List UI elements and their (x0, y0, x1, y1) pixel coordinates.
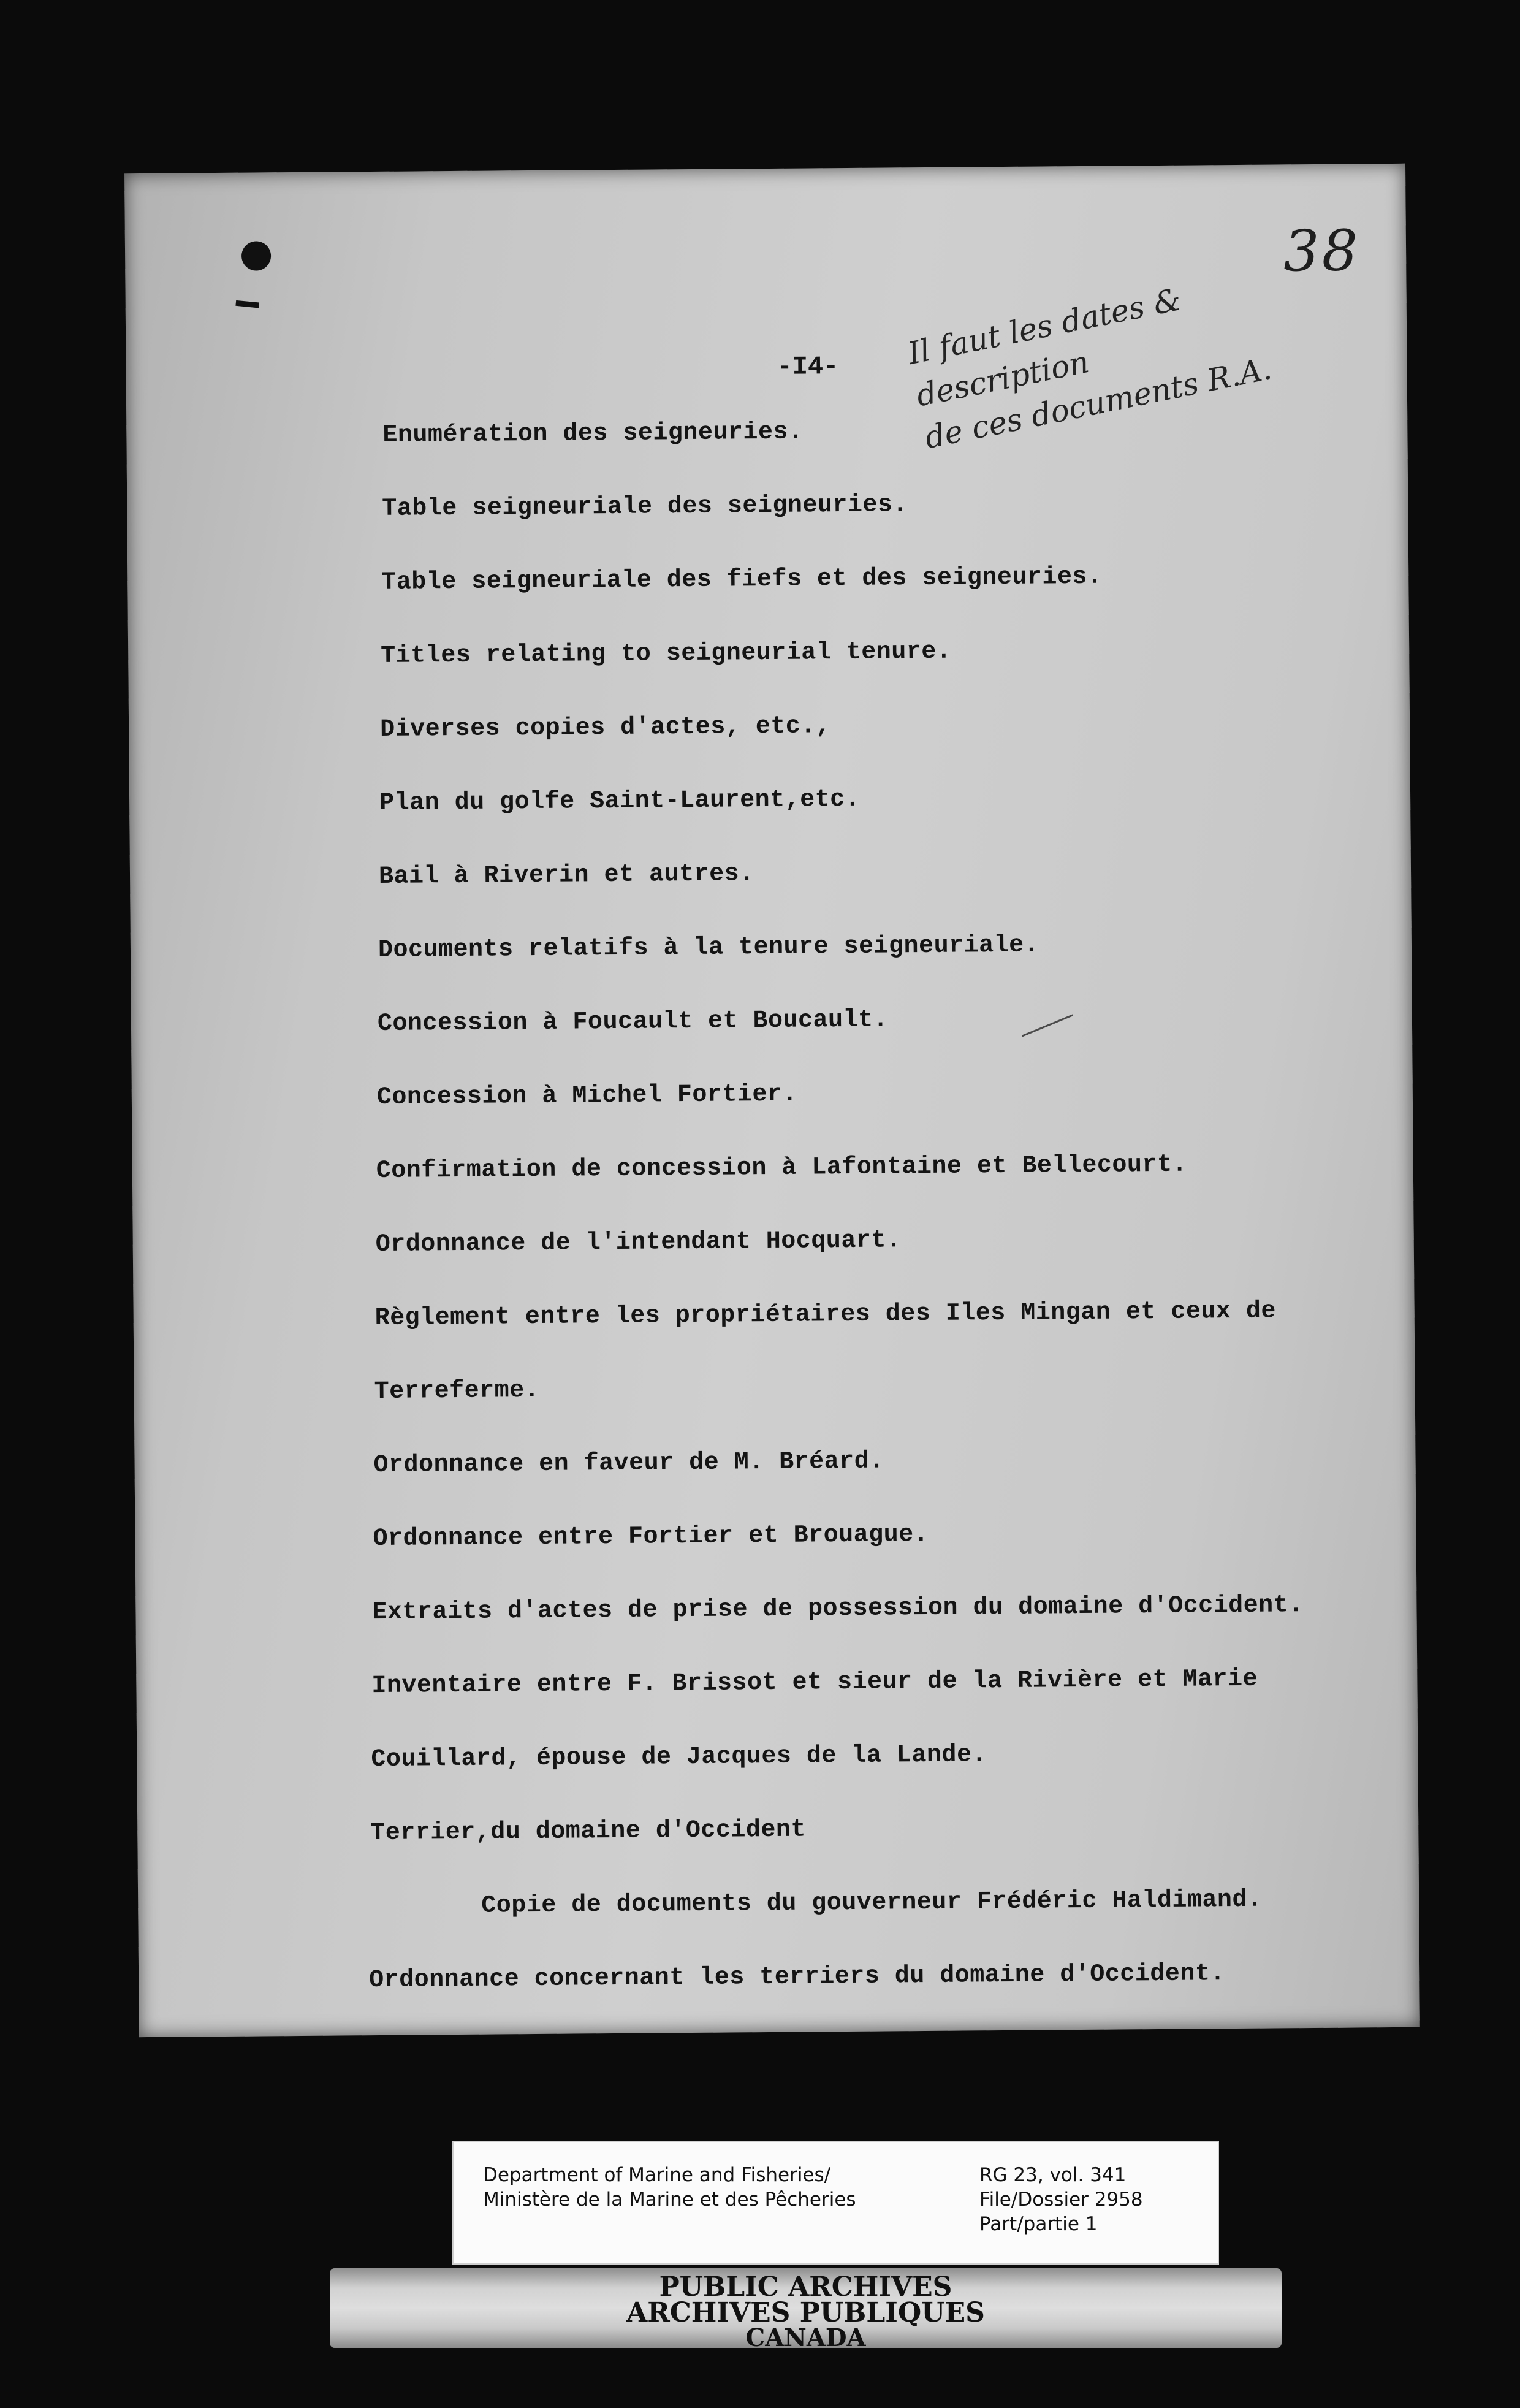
label-department (483, 2163, 856, 2212)
stamp-line-2: ARCHIVES PUBLIQUES (626, 2297, 985, 2328)
entry-line: Table seigneuriale des fiefs et des seigneuries. (381, 563, 1103, 596)
entry-line: Ordonnance concernant les terriers du domaine d'Occident. (369, 1960, 1226, 1995)
folio-number: 38 (1283, 218, 1361, 284)
entry-line: Concession à Michel Fortier. (376, 1080, 798, 1112)
document-page (124, 164, 1420, 2037)
department-french: Ministère de la Marine et des Pêcheries (483, 2189, 856, 2211)
entry-line: Ordonnance entre Fortier et Brouague. (373, 1520, 929, 1553)
entry-line: Terreferme. (374, 1376, 540, 1406)
entry-line: Bail à Riverin et autres. (378, 860, 754, 891)
entry-line: Ordonnance en faveur de M. Bréard. (373, 1447, 884, 1480)
department-english: Department of Marine and Fisheries/ (483, 2164, 831, 2186)
part-number: Part/partie 1 (979, 2213, 1098, 2235)
file-number: File/Dossier 2958 (979, 2189, 1143, 2211)
entry-line: Copie de documents du gouverneur Frédéric Haldimand. (481, 1886, 1263, 1920)
entry-list (124, 164, 1420, 2037)
entry-line: Concession à Foucault et Boucault. (377, 1006, 889, 1038)
entry-line: Diverses copies d'actes, etc., (379, 712, 831, 744)
entry-line: Inventaire entre F. Brissot et sieur de la Rivière et Marie (371, 1665, 1258, 1701)
entry-line: Couillard, épouse de Jacques de la Lande. (371, 1741, 987, 1774)
handwritten-annotation: Il faut les dates & description de ces documents R.A. (905, 281, 1275, 456)
stamp-text (330, 2271, 1282, 2352)
entry-line: Extraits d'actes de prise de possession du domaine d'Occident. (372, 1591, 1304, 1627)
entry-line: Table seigneuriale des seigneuries. (382, 491, 908, 523)
entry-line: Règlement entre les propriétaires des Iles Mingan et ceux de (374, 1297, 1277, 1333)
stamp-line-3: CANADA (745, 2323, 866, 2352)
entry-line: Titles relating to seigneurial tenure. (381, 638, 952, 670)
archives-stamp (330, 2268, 1282, 2352)
entry-line: Ordonnance de l'intendant Hocquart. (375, 1227, 902, 1259)
entry-line: Documents relatifs à la tenure seigneuriale. (378, 931, 1039, 964)
label-reference (979, 2163, 1143, 2236)
page-number: -I4- (777, 352, 839, 382)
entry-line: Plan du golfe Saint-Laurent,etc. (379, 785, 861, 817)
stamp-line-1: PUBLIC ARCHIVES (659, 2271, 952, 2303)
entry-line: Terrier,du domaine d'Occident (370, 1816, 807, 1848)
entry-line: Confirmation de concession à Lafontaine et Bellecourt. (376, 1151, 1188, 1186)
record-group: RG 23, vol. 341 (979, 2164, 1127, 2186)
archive-reference-label (452, 2141, 1219, 2265)
entry-line: Enumération des seigneuries. (382, 418, 804, 449)
